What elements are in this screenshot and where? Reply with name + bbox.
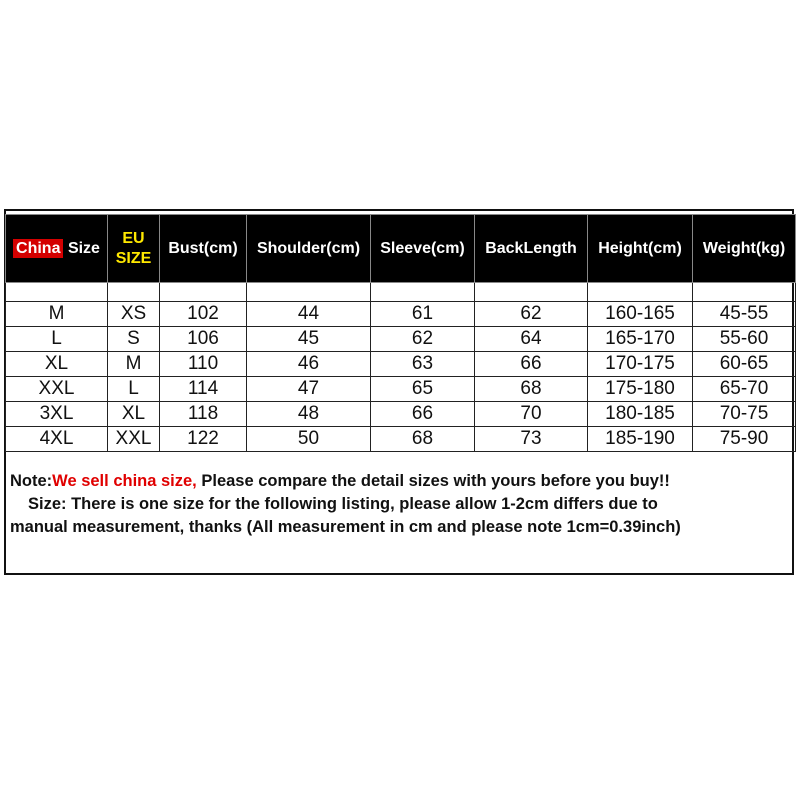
cell-weight: 60-65 xyxy=(693,352,796,377)
cell-backlength: 70 xyxy=(475,402,588,427)
blank-cell xyxy=(475,283,588,302)
table-row xyxy=(6,327,796,352)
cell-height: 160-165 xyxy=(588,302,693,327)
header-china-size xyxy=(6,215,108,283)
cell-eu: XS xyxy=(108,302,160,327)
cell-height: 185-190 xyxy=(588,427,693,452)
cell-backlength: 66 xyxy=(475,352,588,377)
cell-china: 4XL xyxy=(6,427,108,452)
blank-row xyxy=(6,283,796,302)
cell-eu: M xyxy=(108,352,160,377)
blank-cell xyxy=(6,283,108,302)
cell-bust: 114 xyxy=(160,377,247,402)
note-line-2: Size: There is one size for the following listing, please allow 1-2cm differs due to xyxy=(28,495,658,513)
cell-shoulder: 44 xyxy=(247,302,371,327)
header-row xyxy=(6,215,796,283)
cell-eu: XXL xyxy=(108,427,160,452)
cell-weight: 75-90 xyxy=(693,427,796,452)
cell-backlength: 68 xyxy=(475,377,588,402)
cell-sleeve: 62 xyxy=(371,327,475,352)
table-row xyxy=(6,402,796,427)
cell-backlength: 73 xyxy=(475,427,588,452)
blank-cell xyxy=(588,283,693,302)
cell-height: 175-180 xyxy=(588,377,693,402)
blank-cell xyxy=(693,283,796,302)
cell-sleeve: 63 xyxy=(371,352,475,377)
cell-weight: 65-70 xyxy=(693,377,796,402)
cell-sleeve: 68 xyxy=(371,427,475,452)
table-row xyxy=(6,377,796,402)
cell-shoulder: 45 xyxy=(247,327,371,352)
cell-bust: 110 xyxy=(160,352,247,377)
cell-weight: 55-60 xyxy=(693,327,796,352)
eu-size-label: SIZE xyxy=(115,249,152,267)
cell-eu: XL xyxy=(108,402,160,427)
cell-shoulder: 48 xyxy=(247,402,371,427)
blank-cell xyxy=(371,283,475,302)
cell-bust: 118 xyxy=(160,402,247,427)
cell-height: 165-170 xyxy=(588,327,693,352)
note-prefix: Note: xyxy=(10,472,53,490)
blank-cell xyxy=(247,283,371,302)
header-weight: Weight(kg) xyxy=(693,215,796,283)
cell-shoulder: 47 xyxy=(247,377,371,402)
note-rest: Please compare the detail sizes with yours before you buy!! xyxy=(196,472,670,490)
header-height: Height(cm) xyxy=(588,215,693,283)
size-note xyxy=(10,470,790,539)
cell-height: 180-185 xyxy=(588,402,693,427)
blank-cell xyxy=(160,283,247,302)
china-label: China xyxy=(13,239,63,258)
cell-china: XXL xyxy=(6,377,108,402)
cell-bust: 106 xyxy=(160,327,247,352)
cell-height: 170-175 xyxy=(588,352,693,377)
header-backlength: BackLength xyxy=(475,215,588,283)
cell-bust: 102 xyxy=(160,302,247,327)
header-sleeve: Sleeve(cm) xyxy=(371,215,475,283)
cell-china: L xyxy=(6,327,108,352)
cell-china: M xyxy=(6,302,108,327)
cell-china: XL xyxy=(6,352,108,377)
cell-backlength: 64 xyxy=(475,327,588,352)
cell-weight: 45-55 xyxy=(693,302,796,327)
blank-cell xyxy=(108,283,160,302)
table-row xyxy=(6,427,796,452)
cell-sleeve: 66 xyxy=(371,402,475,427)
cell-sleeve: 65 xyxy=(371,377,475,402)
header-eu-size xyxy=(108,215,160,283)
table-row xyxy=(6,352,796,377)
header-bust: Bust(cm) xyxy=(160,215,247,283)
cell-china: 3XL xyxy=(6,402,108,427)
header-shoulder: Shoulder(cm) xyxy=(247,215,371,283)
cell-backlength: 62 xyxy=(475,302,588,327)
note-line-3: manual measurement, thanks (All measurement in cm and please note 1cm=0.39inch) xyxy=(10,518,681,536)
table-row xyxy=(6,302,796,327)
cell-shoulder: 46 xyxy=(247,352,371,377)
cell-eu: L xyxy=(108,377,160,402)
cell-weight: 70-75 xyxy=(693,402,796,427)
note-red-text: We sell china size, xyxy=(52,472,197,490)
size-label: Size xyxy=(67,239,100,257)
size-chart-table xyxy=(5,214,796,452)
cell-bust: 122 xyxy=(160,427,247,452)
eu-label: EU xyxy=(122,229,145,247)
cell-shoulder: 50 xyxy=(247,427,371,452)
cell-sleeve: 61 xyxy=(371,302,475,327)
note-line-1 xyxy=(10,470,790,493)
cell-eu: S xyxy=(108,327,160,352)
